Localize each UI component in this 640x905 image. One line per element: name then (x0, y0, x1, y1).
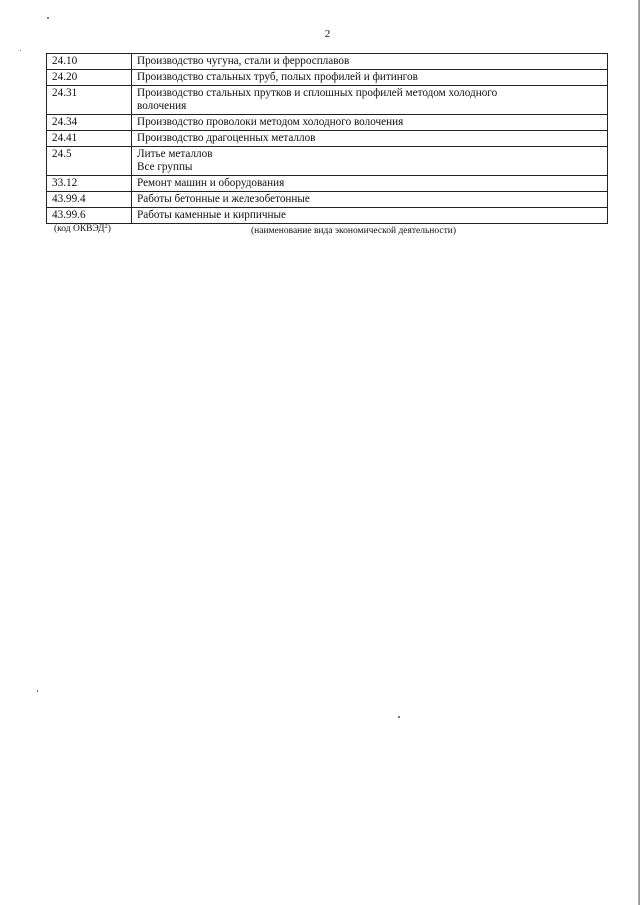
activity-name-line: Производство драгоценных металлов (137, 132, 316, 144)
activity-name-line: Все группы (137, 161, 193, 173)
okved-code-cell: 24.41 (47, 131, 132, 147)
table-row (47, 147, 608, 176)
okved-code-cell: 24.10 (47, 54, 132, 70)
okved-code-cell: 24.5 (47, 147, 132, 176)
okved-code-cell: 24.34 (47, 115, 132, 131)
table-row (47, 192, 608, 208)
okved-table-body (47, 54, 608, 224)
okved-code-cell: 33.12 (47, 176, 132, 192)
activity-name-cell (132, 176, 608, 192)
activity-name-line: Производство стальных труб, полых профилей и фитингов (137, 71, 418, 83)
activity-name-line: волочения (137, 100, 187, 112)
activity-name-cell (132, 86, 608, 115)
okved-code-cell: 43.99.4 (47, 192, 132, 208)
activity-name-line: Ремонт машин и оборудования (137, 177, 285, 189)
table-captions (0, 223, 640, 239)
footnote-marker: 2 (104, 223, 108, 230)
activity-name-cell (132, 70, 608, 86)
okved-code-cell: 43.99.6 (47, 208, 132, 224)
scan-speck (20, 50, 21, 51)
okved-code-caption (54, 223, 111, 234)
okved-code-cell: 24.31 (47, 86, 132, 115)
table-row (47, 131, 608, 147)
table-row (47, 208, 608, 224)
activity-name-cell (132, 115, 608, 131)
activity-name-cell (132, 192, 608, 208)
activity-name-line: Производство чугуна, стали и ферросплавов (137, 55, 350, 67)
okved-code-caption-label: (код ОКВЭД (54, 224, 105, 234)
page-number: 2 (324, 28, 331, 40)
activity-name-line: Производство стальных прутков и сплошных профилей методом холодного (137, 87, 498, 99)
activity-name-line: Работы каменные и кирпичные (137, 209, 286, 221)
okved-code-caption-close: ) (107, 224, 111, 234)
activity-name-line: Производство проволоки методом холодного волочения (137, 116, 404, 128)
scan-speck (398, 716, 400, 718)
activity-name-line: Литье металлов (137, 148, 213, 160)
okved-table (46, 53, 608, 224)
table-row (47, 70, 608, 86)
okved-code-cell: 24.20 (47, 70, 132, 86)
table-row (47, 86, 608, 115)
activity-name-cell (132, 208, 608, 224)
activity-name-cell (132, 54, 608, 70)
table-row (47, 54, 608, 70)
activity-name-line: Работы бетонные и железобетонные (137, 193, 310, 205)
scan-speck (47, 17, 49, 19)
activity-name-caption: (наименование вида экономической деятельности) (251, 226, 456, 236)
table-row (47, 115, 608, 131)
activity-name-cell (132, 147, 608, 176)
scan-speck (37, 690, 38, 692)
table-row (47, 176, 608, 192)
activity-name-cell (132, 131, 608, 147)
